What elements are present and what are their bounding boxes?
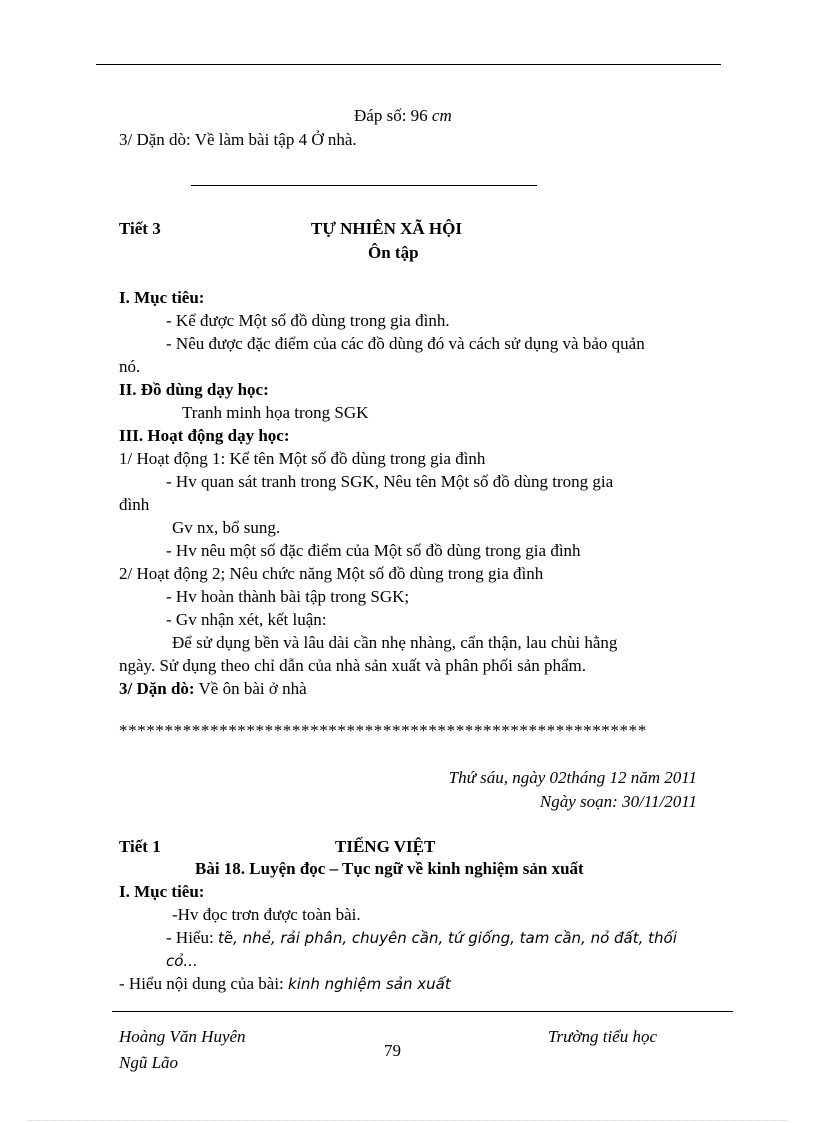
content-summary: kinh nghiệm sản xuất <box>288 975 451 993</box>
goal-item <box>119 973 451 995</box>
activity-step: Để sử dụng bền và lâu dài cần nhẹ nhàng, cẩn thận, lau chùi hằng <box>172 633 618 652</box>
goal-item <box>166 927 677 949</box>
subject-title: TỰ NHIÊN XÃ HỘI <box>311 219 462 238</box>
period-label: Tiết 3 <box>119 219 161 238</box>
goal-item-continued: nó. <box>119 357 141 376</box>
star-separator: ********************************************************** <box>119 721 647 740</box>
activity-step: Gv nx, bổ sung. <box>172 518 281 537</box>
activity-heading: 2/ Hoạt động 2; Nêu chức năng Một số đồ dùng trong gia đình <box>119 564 544 583</box>
author-place: Ngũ Lão <box>119 1053 179 1072</box>
activity-heading: 1/ Hoạt động 1: Kể tên Một số đồ dùng trong gia đình <box>119 449 486 468</box>
goal-item: - Kể được Một số đồ dùng trong gia đình. <box>166 311 450 330</box>
author-name: Hoàng Văn Huyên <box>119 1027 246 1046</box>
vocabulary-list: tẽ, nhẻ, rải phân, chuyên cần, tứ giống, tam cần, nỏ đất, thối <box>217 929 677 947</box>
activities-heading: III. Hoạt động dạy học: <box>119 426 290 445</box>
activity-step: - Hv nêu một số đặc điểm của Một số đồ dùng trong gia đình <box>166 541 581 560</box>
prepared-date-line: Ngày soạn: 30/11/2011 <box>539 792 697 811</box>
answer-line <box>354 105 452 127</box>
goal-item: -Hv đọc trơn được toàn bài. <box>172 905 361 924</box>
answer-unit: cm <box>431 106 452 125</box>
activity-step: - Gv nhận xét, kết luận: <box>166 610 327 629</box>
activity-step-continued: ngày. Sử dụng theo chỉ dẫn của nhà sản xuất và phân phối sản phẩm. <box>119 656 587 675</box>
goal-label: - Hiểu: <box>166 928 214 947</box>
goals-heading: I. Mục tiêu: <box>119 882 205 901</box>
header-rule <box>96 64 721 65</box>
goals-heading: I. Mục tiêu: <box>119 288 205 307</box>
answer-text: Đáp số: 96 <box>354 106 432 125</box>
homework-line: 3/ Dặn dò: Về làm bài tập 4 Ở nhà. <box>119 130 357 149</box>
school-name: Trường tiểu học <box>548 1027 658 1046</box>
goal-item: - Nêu được đặc điểm của các đồ dùng đó và cách sử dụng và bảo quản <box>166 334 645 353</box>
activity-step: - Hv hoàn thành bài tập trong SGK; <box>166 587 410 606</box>
lesson-title: Bài 18. Luyện đọc – Tục ngữ về kinh nghiệm sản xuất <box>195 859 584 878</box>
goal-label: - Hiểu nội dung của bài: <box>119 974 284 993</box>
section-divider <box>191 185 537 186</box>
homework-label: 3/ Dặn dò: <box>119 679 195 698</box>
subject-title: TIẾNG VIỆT <box>335 837 436 856</box>
day-line: Thứ sáu, ngày 02tháng 12 năm 2011 <box>448 768 697 787</box>
topic-title: Ôn tập <box>368 243 419 262</box>
page-bottom-edge <box>28 1120 788 1121</box>
homework-line <box>119 678 307 700</box>
footer-rule <box>112 1011 733 1012</box>
materials-item: Tranh minh họa trong SGK <box>182 403 369 422</box>
materials-heading: II. Đồ dùng dạy học: <box>119 380 269 399</box>
activity-step: - Hv quan sát tranh trong SGK, Nêu tên Một số đồ dùng trong gia <box>166 472 614 491</box>
activity-step-continued: đình <box>119 495 150 514</box>
vocabulary-continued: cỏ... <box>166 952 198 970</box>
period-label: Tiết 1 <box>119 837 161 856</box>
page-number: 79 <box>384 1041 401 1060</box>
homework-text: Về ôn bài ở nhà <box>194 679 307 698</box>
